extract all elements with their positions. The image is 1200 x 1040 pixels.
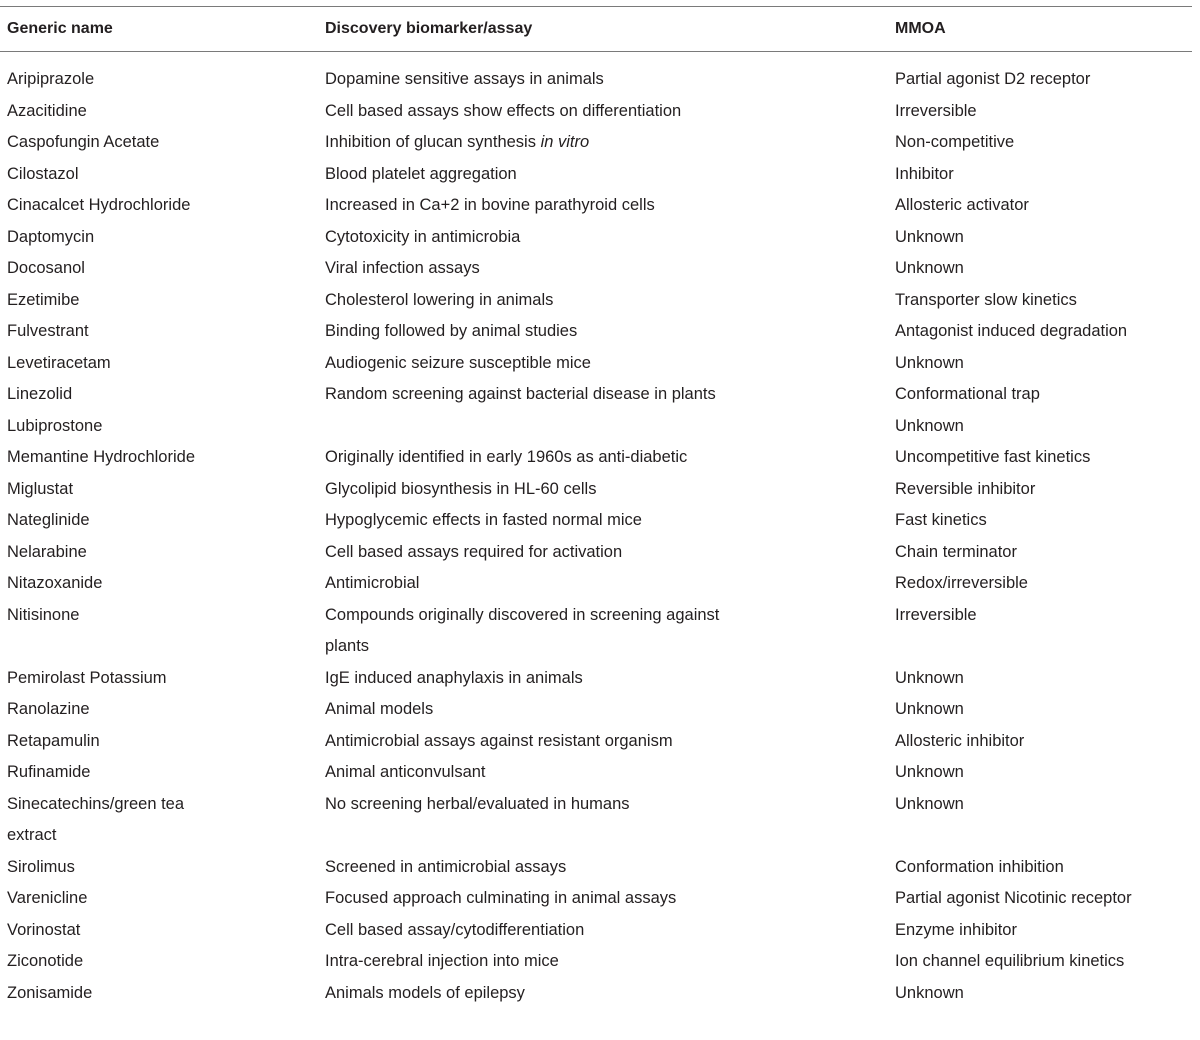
mmoa-text: Chain terminator [895,542,1017,561]
cell-mmoa [888,852,1192,884]
generic-name-text: Lubiprostone [7,416,103,435]
table-row [0,568,1192,600]
cell-mmoa [888,96,1192,128]
generic-name-text: Docosanol [7,259,85,277]
generic-name-text: Ezetimibe [7,290,80,309]
generic-name-text: Zonisamide [7,983,93,1002]
table-row [0,694,1192,726]
cell-biomarker [318,663,888,695]
cell-biomarker [318,285,888,317]
biomarker-text-main: Antimicrobial assays against resistant organism [325,731,673,750]
mmoa-text: Unknown [895,763,964,781]
cell-generic-name [0,411,318,443]
generic-name-text: Nitazoxanide [7,574,103,592]
table-row [0,411,1192,443]
mmoa-text: Redox/irreversible [895,574,1028,592]
cell-mmoa [888,505,1192,537]
cell-biomarker [318,852,888,884]
generic-name-text: Fulvestrant [7,322,89,340]
cell-generic-name [0,348,318,380]
cell-mmoa [888,379,1192,411]
cell-generic-name [0,442,318,474]
biomarker-text-main: Screened in antimicrobial assays [325,857,567,876]
cell-generic-name [0,978,318,1010]
table-header [0,7,1192,52]
biomarker-text [325,316,755,348]
cell-biomarker [318,159,888,191]
biomarker-text-main: Originally identified in early 1960s as anti-diabetic [325,448,688,466]
table-row [0,316,1192,348]
table-row [0,127,1192,159]
drug-mmoa-table [0,6,1192,1009]
biomarker-text-main: Binding followed by animal studies [325,322,578,340]
biomarker-text [325,663,755,695]
cell-generic-name [0,379,318,411]
generic-name-text: Memantine Hydrochloride [7,448,196,466]
cell-generic-name [0,694,318,726]
table-row [0,474,1192,506]
cell-biomarker [318,474,888,506]
generic-name-text: Miglustat [7,479,74,498]
mmoa-text: Conformational trap [895,385,1040,403]
table-row [0,915,1192,947]
biomarker-text-main: Animals models of epilepsy [325,983,525,1002]
table-row [0,96,1192,128]
generic-name-text: Ziconotide [7,952,84,970]
biomarker-text-main: Blood platelet aggregation [325,164,517,183]
generic-name-text: Caspofungin Acetate [7,133,160,151]
cell-generic-name [0,505,318,537]
biomarker-text [325,285,755,317]
biomarker-text [325,348,755,380]
cell-generic-name [0,159,318,191]
biomarker-text [325,159,755,191]
header-generic-name: Generic name [0,7,318,52]
biomarker-text [325,505,755,537]
biomarker-text [325,96,755,128]
generic-name-text: Cinacalcet Hydrochloride [7,196,191,214]
mmoa-text: Fast kinetics [895,511,987,529]
biomarker-text [325,915,755,947]
table-row [0,52,1192,96]
mmoa-text: Conformation inhibition [895,857,1064,876]
cell-biomarker [318,222,888,254]
cell-mmoa [888,537,1192,569]
cell-biomarker [318,442,888,474]
cell-mmoa [888,789,1192,852]
generic-name-text: Linezolid [7,385,73,403]
biomarker-text-main: Focused approach culminating in animal assays [325,889,677,907]
biomarker-text [325,726,755,758]
generic-name-text: Nelarabine [7,542,87,561]
biomarker-text [325,568,755,600]
cell-mmoa [888,159,1192,191]
cell-biomarker [318,316,888,348]
cell-mmoa [888,474,1192,506]
cell-generic-name [0,789,318,852]
cell-generic-name [0,946,318,978]
generic-name-text: Vorinostat [7,920,81,939]
cell-mmoa [888,915,1192,947]
table-row [0,285,1192,317]
mmoa-text: Allosteric activator [895,196,1029,214]
biomarker-text-main: Cell based assay/cytodifferentiation [325,920,585,939]
biomarker-text [325,600,755,663]
biomarker-text [325,442,755,474]
table-row [0,537,1192,569]
cell-mmoa [888,600,1192,663]
mmoa-text: Unknown [895,227,964,246]
cell-biomarker [318,253,888,285]
generic-name-text: Varenicline [7,889,88,907]
mmoa-text: Reversible inhibitor [895,479,1036,498]
mmoa-text: Unknown [895,416,964,435]
biomarker-text [325,789,755,821]
generic-name-text: Nitisinone [7,605,80,624]
cell-mmoa [888,726,1192,758]
table-body [0,52,1192,1010]
biomarker-text [325,253,755,285]
mmoa-text: Ion channel equilibrium kinetics [895,952,1125,970]
cell-biomarker [318,946,888,978]
biomarker-text [325,883,755,915]
mmoa-text: Antagonist induced degradation [895,322,1128,340]
cell-mmoa [888,190,1192,222]
biomarker-text-main: No screening herbal/evaluated in humans [325,794,630,813]
cell-mmoa [888,222,1192,254]
table-row [0,663,1192,695]
cell-generic-name [0,52,318,96]
cell-generic-name [0,600,318,663]
cell-generic-name [0,253,318,285]
cell-biomarker [318,379,888,411]
cell-mmoa [888,757,1192,789]
header-row [0,7,1192,52]
cell-biomarker [318,600,888,663]
cell-mmoa [888,946,1192,978]
cell-biomarker [318,411,888,443]
biomarker-text-main: Animal models [325,700,434,718]
cell-generic-name [0,222,318,254]
cell-mmoa [888,348,1192,380]
mmoa-text: Inhibitor [895,164,954,183]
table-row [0,505,1192,537]
cell-generic-name [0,883,318,915]
table-row [0,600,1192,663]
cell-generic-name [0,190,318,222]
mmoa-text: Unknown [895,353,964,372]
table-row [0,883,1192,915]
table-row [0,222,1192,254]
cell-biomarker [318,915,888,947]
biomarker-text-main: Animal anticonvulsant [325,763,486,781]
mmoa-text: Unknown [895,259,964,277]
cell-biomarker [318,505,888,537]
generic-name-text: Daptomycin [7,227,95,246]
mmoa-text: Unknown [895,700,964,718]
biomarker-text [325,190,755,222]
biomarker-text-main: IgE induced anaphylaxis in animals [325,668,583,687]
mmoa-text: Partial agonist D2 receptor [895,70,1091,88]
table-row [0,159,1192,191]
cell-biomarker [318,348,888,380]
cell-generic-name [0,915,318,947]
cell-generic-name [0,127,318,159]
cell-generic-name [0,757,318,789]
mmoa-text: Transporter slow kinetics [895,290,1077,309]
mmoa-text: Irreversible [895,101,977,120]
mmoa-text: Uncompetitive fast kinetics [895,448,1091,466]
biomarker-text-main: Increased in Ca+2 in bovine parathyroid cells [325,196,655,214]
mmoa-text: Enzyme inhibitor [895,920,1017,939]
biomarker-text [325,852,755,884]
biomarker-text-main: Intra-cerebral injection into mice [325,952,559,970]
cell-generic-name [0,96,318,128]
cell-biomarker [318,883,888,915]
cell-biomarker [318,726,888,758]
cell-mmoa [888,694,1192,726]
mmoa-text: Unknown [895,983,964,1002]
biomarker-text-main: Audiogenic seizure susceptible mice [325,353,591,372]
table-row [0,348,1192,380]
cell-mmoa [888,253,1192,285]
cell-generic-name [0,663,318,695]
cell-biomarker [318,127,888,159]
biomarker-text [325,694,755,726]
biomarker-text-main: Viral infection assays [325,259,480,277]
cell-mmoa [888,316,1192,348]
header-mmoa: MMOA [888,7,1192,52]
cell-biomarker [318,537,888,569]
mmoa-text: Allosteric inhibitor [895,731,1025,750]
biomarker-text-main: Compounds originally discovered in screening against plants [325,605,720,655]
generic-name-text: Sinecatechins/green tea extract [7,794,185,844]
cell-biomarker [318,789,888,852]
generic-name-text: Ranolazine [7,700,90,718]
header-biomarker: Discovery biomarker/assay [318,7,888,52]
biomarker-text [325,379,755,411]
generic-name-text: Nateglinide [7,511,90,529]
cell-mmoa [888,663,1192,695]
generic-name-text: Rufinamide [7,763,91,781]
mmoa-text: Non-competitive [895,133,1015,151]
table-row [0,978,1192,1010]
table-row [0,757,1192,789]
biomarker-text-main: Cell based assays show effects on differentiation [325,101,682,120]
cell-mmoa [888,285,1192,317]
cell-generic-name [0,568,318,600]
mmoa-text: Partial agonist Nicotinic receptor [895,889,1132,907]
generic-name-text: Levetiracetam [7,353,111,372]
mmoa-text: Irreversible [895,605,977,624]
cell-generic-name [0,285,318,317]
generic-name-text: Sirolimus [7,857,75,876]
table-row [0,789,1192,852]
cell-biomarker [318,52,888,96]
biomarker-text-main: Cytotoxicity in antimicrobia [325,227,521,246]
biomarker-text-italic: in vitro [540,133,590,151]
cell-mmoa [888,568,1192,600]
generic-name-text: Cilostazol [7,164,79,183]
table-row [0,442,1192,474]
biomarker-text-main: Random screening against bacterial disease in plants [325,385,716,403]
biomarker-text-main: Dopamine sensitive assays in animals [325,70,604,88]
cell-biomarker [318,757,888,789]
cell-biomarker [318,568,888,600]
cell-biomarker [318,694,888,726]
generic-name-text: Aripiprazole [7,70,95,88]
biomarker-text [325,537,755,569]
cell-mmoa [888,52,1192,96]
cell-biomarker [318,96,888,128]
table-row [0,946,1192,978]
biomarker-text-main: Glycolipid biosynthesis in HL-60 cells [325,479,597,498]
cell-generic-name [0,852,318,884]
table-row [0,190,1192,222]
cell-mmoa [888,883,1192,915]
cell-generic-name [0,316,318,348]
generic-name-text: Azacitidine [7,101,87,120]
biomarker-text [325,946,755,978]
cell-biomarker [318,978,888,1010]
biomarker-text [325,978,755,1010]
biomarker-text-main: Hypoglycemic effects in fasted normal mice [325,511,642,529]
biomarker-text [325,474,755,506]
mmoa-text: Unknown [895,794,964,813]
biomarker-text-main: Inhibition of glucan synthesis [325,133,541,151]
biomarker-text-main: Antimicrobial [325,574,420,592]
cell-mmoa [888,978,1192,1010]
cell-generic-name [0,474,318,506]
cell-mmoa [888,127,1192,159]
table-row [0,852,1192,884]
cell-biomarker [318,190,888,222]
biomarker-text [325,757,755,789]
biomarker-text-main: Cholesterol lowering in animals [325,290,554,309]
table-row [0,726,1192,758]
cell-generic-name [0,726,318,758]
biomarker-text [325,222,755,254]
biomarker-text [325,127,755,159]
table-row [0,253,1192,285]
cell-mmoa [888,411,1192,443]
generic-name-text: Retapamulin [7,731,100,750]
biomarker-text [325,64,755,96]
cell-mmoa [888,442,1192,474]
cell-generic-name [0,537,318,569]
biomarker-text-main: Cell based assays required for activation [325,542,623,561]
mmoa-text: Unknown [895,668,964,687]
table-row [0,379,1192,411]
generic-name-text: Pemirolast Potassium [7,668,167,687]
